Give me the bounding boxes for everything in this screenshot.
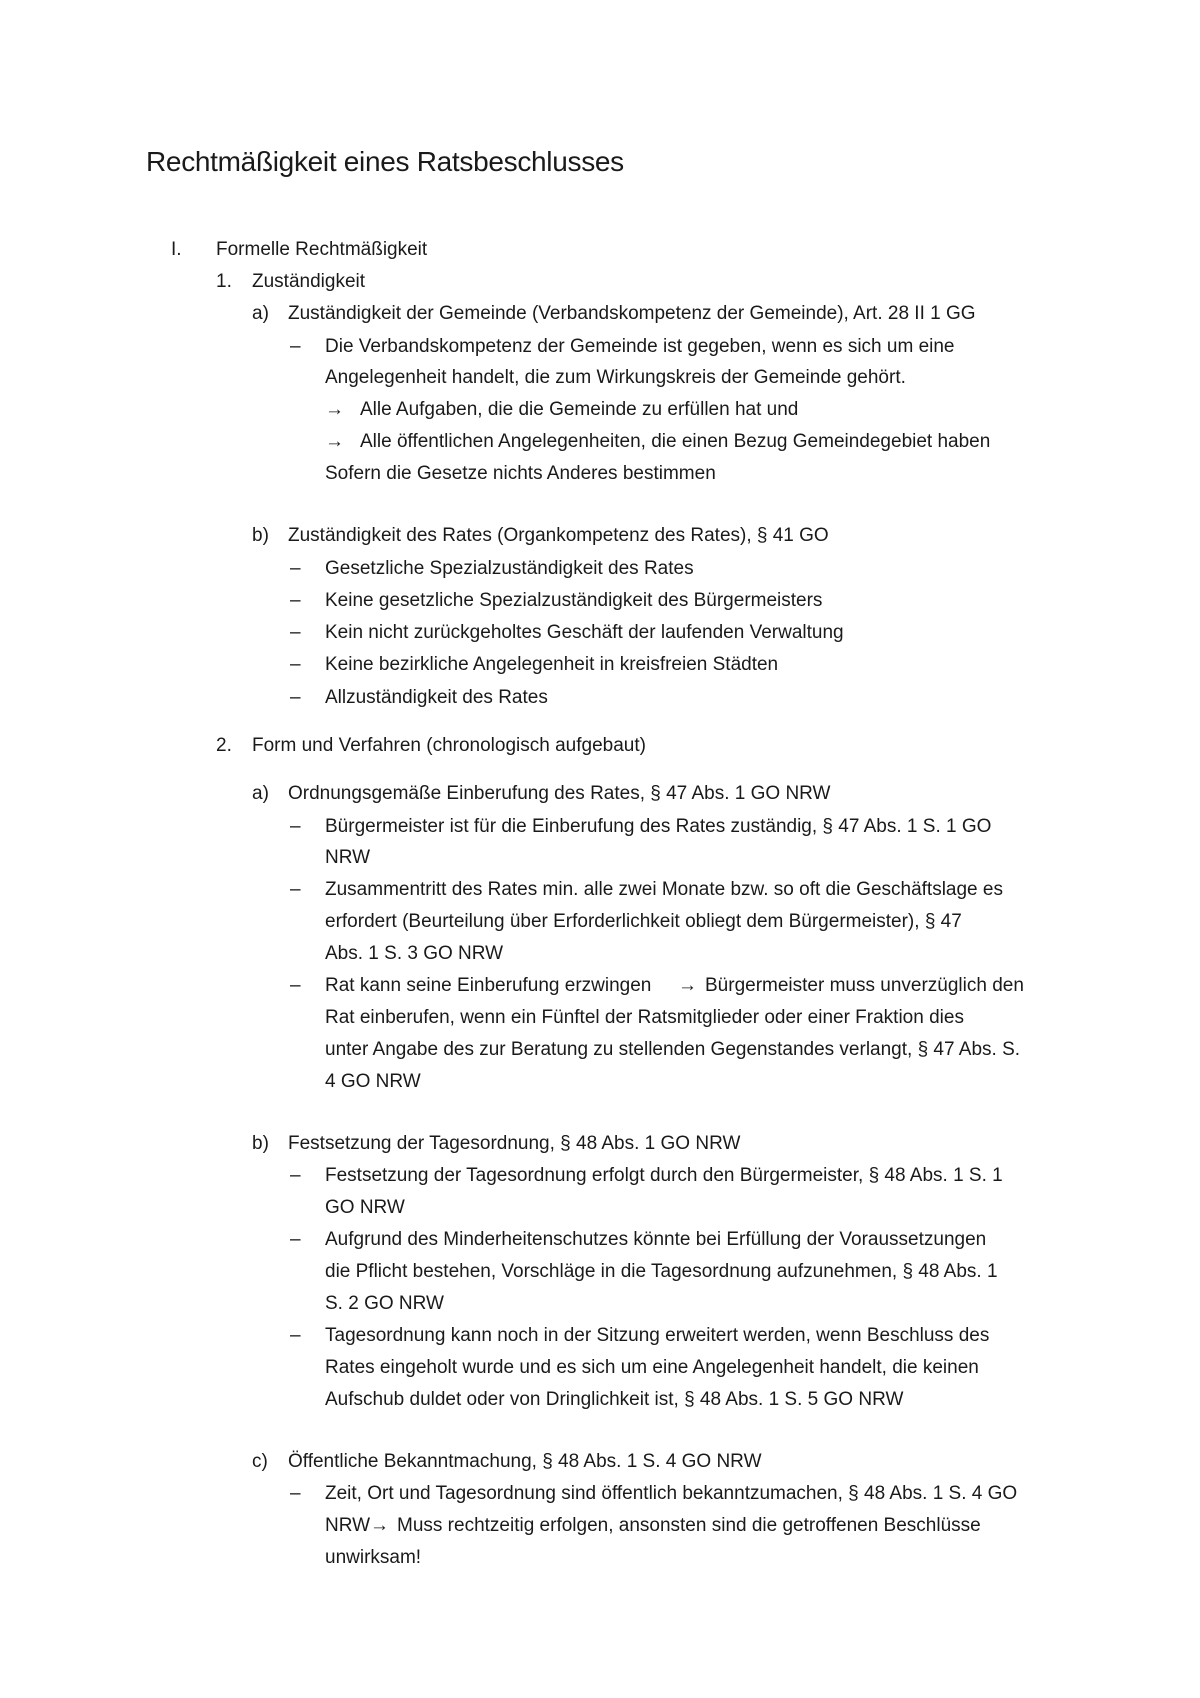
bullet-dash: – <box>290 654 301 675</box>
bullet-line: Gesetzliche Spezialzuständigkeit des Rates <box>325 558 694 579</box>
bullet-dash: – <box>290 622 301 643</box>
subpoint-heading: Zuständigkeit der Gemeinde (Verbandskompetenz der Gemeinde), Art. 28 II 1 GG <box>288 303 976 324</box>
bullet-line: Muss rechtzeitig erfolgen, ansonsten sind die getroffenen Beschlüsse <box>397 1515 981 1536</box>
bullet-line: Festsetzung der Tagesordnung erfolgt durch den Bürgermeister, § 48 Abs. 1 S. 1 <box>325 1165 1003 1186</box>
bullet-line: Abs. 1 S. 3 GO NRW <box>325 943 504 964</box>
bullet-dash: – <box>290 1483 301 1504</box>
bullet-line: Bürgermeister ist für die Einberufung des Rates zuständig, § 47 Abs. 1 S. 1 GO <box>325 816 992 837</box>
arrow-icon: → <box>325 431 344 452</box>
page-title: Rechtmäßigkeit eines Ratsbeschlusses <box>146 146 624 177</box>
arrow-icon: → <box>325 399 344 420</box>
bullet-line: 4 GO NRW <box>325 1071 421 1092</box>
subpoint-marker: c) <box>252 1451 268 1472</box>
bullet-line: Keine bezirkliche Angelegenheit in kreisfreien Städten <box>325 654 779 675</box>
bullet-dash: – <box>290 336 301 357</box>
bullet-line: Die Verbandskompetenz der Gemeinde ist gegeben, wenn es sich um eine <box>325 336 955 357</box>
part-marker: 2. <box>216 735 232 756</box>
bullet-line: Allzuständigkeit des Rates <box>325 687 548 708</box>
bullet-line: Angelegenheit handelt, die zum Wirkungskreis der Gemeinde gehört. <box>325 367 906 388</box>
bullet-line: Rat einberufen, wenn ein Fünftel der Ratsmitglieder oder einer Fraktion dies <box>325 1007 964 1028</box>
bullet-line: Aufschub duldet oder von Dringlichkeit ist, § 48 Abs. 1 S. 5 GO NRW <box>325 1389 904 1410</box>
subpoint-heading: Ordnungsgemäße Einberufung des Rates, § 47 Abs. 1 GO NRW <box>288 783 831 804</box>
arrow-line: Alle öffentlichen Angelegenheiten, die einen Bezug Gemeindegebiet haben <box>360 431 991 452</box>
subpoint-marker: a) <box>252 303 269 324</box>
part-marker: 1. <box>216 271 232 292</box>
bullet-line: Bürgermeister muss unverzüglich den <box>705 975 1024 996</box>
bullet-line: die Pflicht bestehen, Vorschläge in die Tagesordnung aufzunehmen, § 48 Abs. 1 <box>325 1261 998 1282</box>
bullet-line: NRW <box>325 847 371 868</box>
section-heading: Formelle Rechtmäßigkeit <box>216 239 428 260</box>
bullet-line: NRW <box>325 1515 371 1536</box>
arrow-icon: → <box>678 975 697 996</box>
bullet-dash: – <box>290 975 301 996</box>
bullet-line: Kein nicht zurückgeholtes Geschäft der laufenden Verwaltung <box>325 622 844 643</box>
part-heading: Form und Verfahren (chronologisch aufgebaut) <box>252 735 646 756</box>
subpoint-heading: Öffentliche Bekanntmachung, § 48 Abs. 1 S. 4 GO NRW <box>288 1451 762 1472</box>
bullet-line: S. 2 GO NRW <box>325 1293 444 1314</box>
subpoint-heading: Festsetzung der Tagesordnung, § 48 Abs. 1 GO NRW <box>288 1133 741 1154</box>
bullet-line: unwirksam! <box>325 1547 422 1568</box>
bullet-line: erfordert (Beurteilung über Erforderlichkeit obliegt dem Bürgermeister), § 47 <box>325 911 962 932</box>
bullet-dash: – <box>290 816 301 837</box>
bullet-dash: – <box>290 558 301 579</box>
bullet-line: unter Angabe des zur Beratung zu stellenden Gegenstandes verlangt, § 47 Abs. S. <box>325 1039 1021 1060</box>
bullet-line: Zusammentritt des Rates min. alle zwei Monate bzw. so oft die Geschäftslage es <box>325 879 1003 900</box>
bullet-dash: – <box>290 1165 301 1186</box>
bullet-line: Keine gesetzliche Spezialzuständigkeit des Bürgermeisters <box>325 590 823 611</box>
arrow-line: Alle Aufgaben, die die Gemeinde zu erfüllen hat und <box>360 399 799 420</box>
arrow-icon: → <box>370 1515 389 1536</box>
bullet-line: Zeit, Ort und Tagesordnung sind öffentlich bekanntzumachen, § 48 Abs. 1 S. 4 GO <box>325 1483 1018 1504</box>
bullet-line: Rates eingeholt wurde und es sich um eine Angelegenheit handelt, die keinen <box>325 1357 979 1378</box>
subpoint-marker: a) <box>252 783 269 804</box>
bullet-dash: – <box>290 590 301 611</box>
subpoint-marker: b) <box>252 1133 269 1154</box>
bullet-dash: – <box>290 879 301 900</box>
bullet-line: GO NRW <box>325 1197 405 1218</box>
bullet-line: Tagesordnung kann noch in der Sitzung erweitert werden, wenn Beschluss des <box>325 1325 990 1346</box>
bullet-line: Rat kann seine Einberufung erzwingen <box>325 975 652 996</box>
bullet-line: Aufgrund des Minderheitenschutzes könnte bei Erfüllung der Voraussetzungen <box>325 1229 987 1250</box>
section-marker: I. <box>171 239 182 260</box>
bullet-dash: – <box>290 1325 301 1346</box>
bullet-dash: – <box>290 687 301 708</box>
note-line: Sofern die Gesetze nichts Anderes bestimmen <box>325 463 716 484</box>
subpoint-marker: b) <box>252 525 269 546</box>
subpoint-heading: Zuständigkeit des Rates (Organkompetenz des Rates), § 41 GO <box>288 525 829 546</box>
bullet-dash: – <box>290 1229 301 1250</box>
part-heading: Zuständigkeit <box>252 271 366 292</box>
